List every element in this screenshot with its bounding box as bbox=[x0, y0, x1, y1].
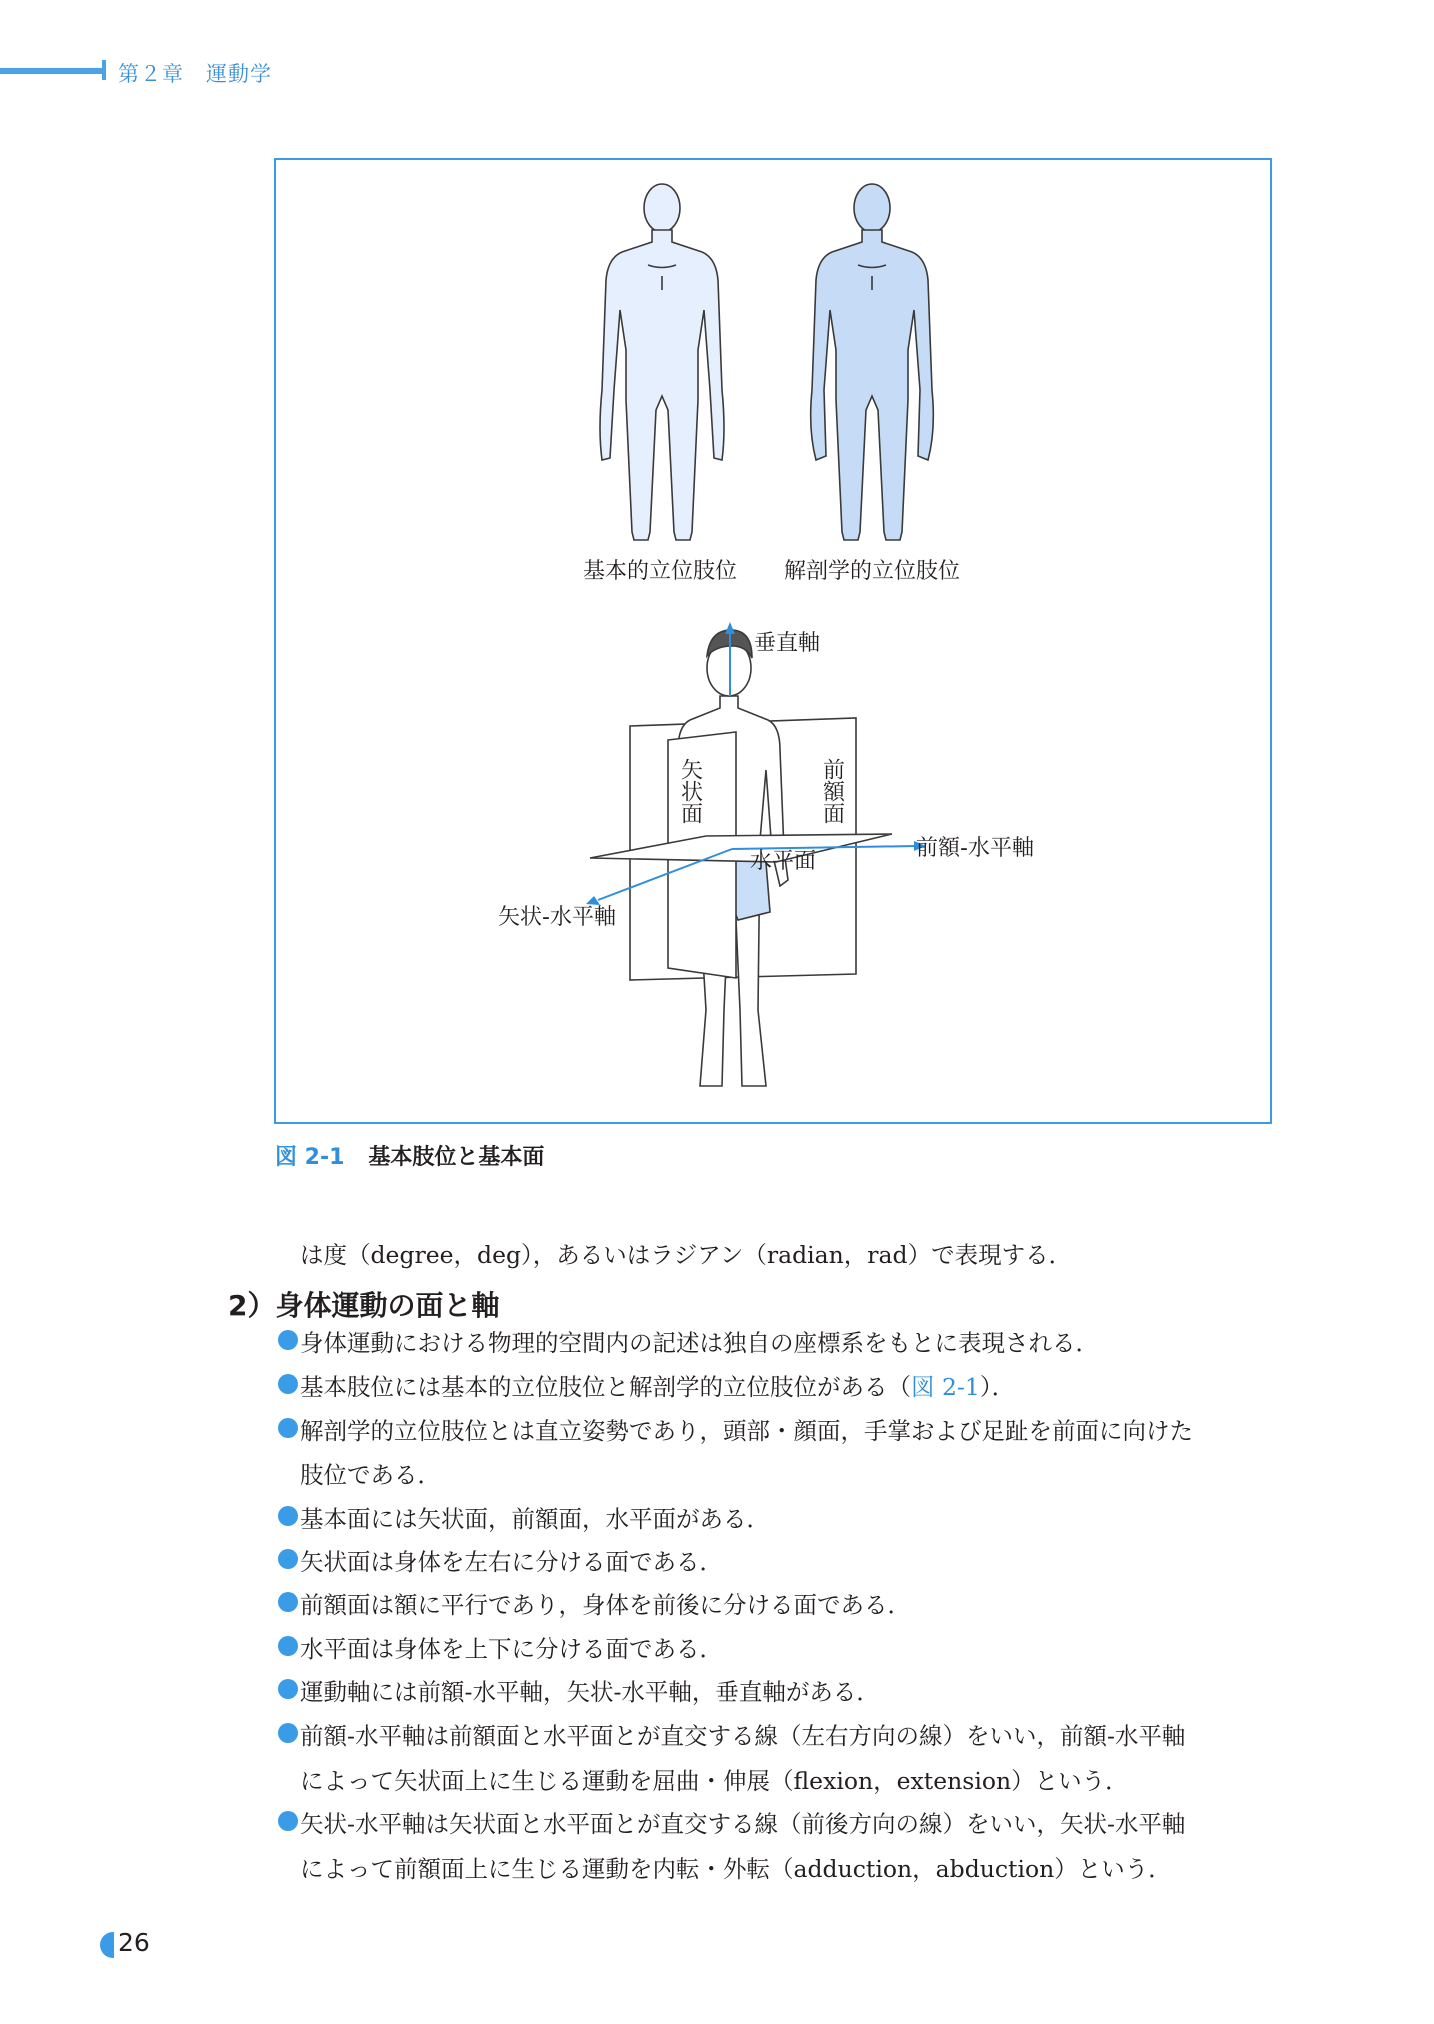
label-frontal-plane: 前額面 bbox=[819, 758, 845, 824]
bullet-text: 矢状-水平軸は矢状面と水平面とが直交する線（前後方向の線）をいい，矢状-水平軸 bbox=[300, 1810, 1186, 1838]
bullet-text-continued: によって矢状面上に生じる運動を屈曲・伸展（flexion，extension）という． bbox=[300, 1767, 1129, 1795]
bullet-text-continued: 肢位である． bbox=[300, 1461, 441, 1489]
bullet-dot bbox=[278, 1811, 298, 1831]
bullet-text: 解剖学的立位肢位とは直立姿勢であり，頭部・顔面，手掌および足趾を前面に向けた bbox=[300, 1417, 1193, 1445]
sagittal-horizontal-axis-arrowhead bbox=[586, 896, 600, 905]
bullet-text: 前額面は額に平行であり，身体を前後に分ける面である． bbox=[300, 1591, 911, 1619]
bullet-dot bbox=[278, 1679, 298, 1699]
header-rule bbox=[0, 68, 104, 74]
label-vertical-axis: 垂直軸 bbox=[754, 631, 821, 656]
bullet-text: 矢状面は身体を左右に分ける面である． bbox=[300, 1548, 723, 1576]
bullet-dot bbox=[278, 1549, 298, 1569]
bullet-text: 水平面は身体を上下に分ける面である． bbox=[300, 1635, 723, 1663]
label-sagittal-horizontal-axis: 矢状-水平軸 bbox=[498, 905, 616, 930]
figure-title: 基本肢位と基本面 bbox=[368, 1145, 545, 1170]
bullet-dot bbox=[278, 1506, 298, 1526]
bullet-dot bbox=[278, 1418, 298, 1438]
running-header: 第２章 運動学 bbox=[118, 62, 272, 86]
figure-frame bbox=[274, 158, 1272, 1124]
label-sagittal-plane: 矢状面 bbox=[677, 758, 703, 824]
figure-illustration bbox=[276, 160, 1274, 1126]
figure-reference-link[interactable]: 図 2-1 bbox=[911, 1373, 980, 1401]
figure-number: 図 2-1 bbox=[275, 1145, 345, 1170]
bullet-dot bbox=[278, 1723, 298, 1743]
bullet-dot bbox=[278, 1592, 298, 1612]
label-frontal-horizontal-axis: 前額-水平軸 bbox=[916, 836, 1034, 861]
intro-line: は度（degree，deg），あるいはラジアン（radian，rad）で表現する． bbox=[300, 1241, 1073, 1269]
anatomical-standing-figure bbox=[811, 184, 934, 540]
figure-caption bbox=[275, 1140, 544, 1171]
bullet-text: 前額-水平軸は前額面と水平面とが直交する線（左右方向の線）をいい，前額-水平軸 bbox=[300, 1722, 1186, 1750]
bullet-text: 運動軸には前額-水平軸，矢状-水平軸，垂直軸がある． bbox=[300, 1678, 880, 1706]
page-number-marker bbox=[100, 1932, 114, 1958]
label-basic-position: 基本的立位肢位 bbox=[582, 559, 738, 584]
label-anatomical-position: 解剖学的立位肢位 bbox=[783, 559, 961, 584]
bullet-text-continued: によって前額面上に生じる運動を内転・外転（adduction，abduction）という． bbox=[300, 1855, 1172, 1883]
page-number: 26 bbox=[118, 1928, 150, 1957]
bullet-text: 身体運動における物理的空間内の記述は独自の座標系をもとに表現される． bbox=[300, 1329, 1099, 1357]
label-horizontal-plane: 水平面 bbox=[750, 849, 817, 874]
bullet-dot bbox=[278, 1374, 298, 1394]
bullet-text: 基本肢位には基本的立位肢位と解剖学的立位肢位がある（図 2-1）． bbox=[300, 1373, 1016, 1401]
bullet-dot bbox=[278, 1330, 298, 1350]
section-heading: 2）身体運動の面と軸 bbox=[228, 1289, 500, 1322]
vertical-axis-arrowhead bbox=[725, 622, 735, 634]
header-rule-tick bbox=[102, 60, 106, 80]
basic-standing-figure bbox=[600, 184, 724, 540]
bullet-text: 基本面には矢状面，前額面，水平面がある． bbox=[300, 1505, 770, 1533]
bullet-dot bbox=[278, 1636, 298, 1656]
